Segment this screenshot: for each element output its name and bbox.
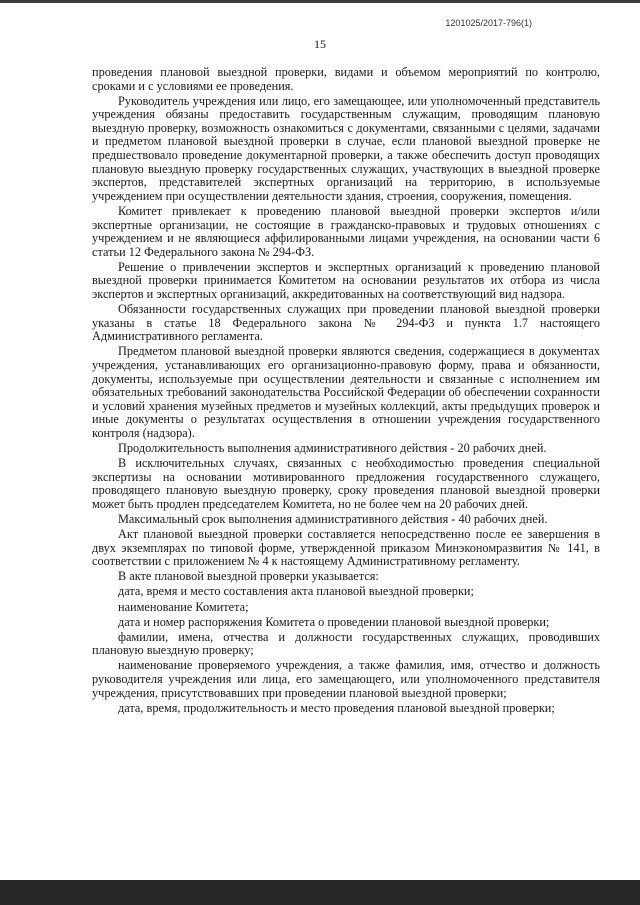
- document-id: 1201025/2017-796(1): [445, 18, 532, 28]
- list-item: наименование проверяемого учреждения, а также фамилия, имя, отчество и должность руководителя учреждения или лица, его замещающего, или уполномоченного представителя учреждения, присутствовавших при проведении плановой выездной проверки;: [92, 658, 600, 700]
- list-item: дата и номер распоряжения Комитета о проведении плановой выездной проверки;: [118, 614, 550, 629]
- paragraph: Обязанности государственных служащих при проведении плановой выездной проверки указаны в статье 18 Федерального закона № 294-ФЗ и пункта 1.7 настоящего Административного регламента.: [92, 302, 600, 344]
- paragraph: В исключительных случаях, связанных с необходимостью проведения специальной экспертизы на основании мотивированного предложения государственного служащего, проводящего плановую выездную проверку, сроку проведения плановой выездной проверки может быть продлен председателем Комитета, но не более чем на 20 рабочих дней.: [92, 456, 600, 511]
- paragraph: проведения плановой выездной проверки, видами и объемом мероприятий по контролю, сроками и с условиями ее проведения.: [92, 65, 600, 93]
- paragraph: Предметом плановой выездной проверки являются сведения, содержащиеся в документах учреждения, устанавливающих его организационно-правовую форму, права и обязанности, документы, используемые при осуществлении деятельности и связанные с исполнением им обязательных требований законодательства Российской Федерации об обеспечении сохранности и условий хранения музейных предметов и музейных коллекций, акты предыдущих проверок и иные документы о результатах осуществления в отношении учреждения государственного контроля (надзора).: [92, 344, 600, 440]
- paragraph: Решение о привлечении экспертов и экспертных организаций к проведению плановой выездной проверки принимается Комитетом на основании результатов их отбора из числа экспертов и экспертных организаций, аккредитованных на соответствующий вид надзора.: [92, 259, 600, 301]
- list-item: дата, время и место составления акта плановой выездной проверки;: [118, 584, 474, 599]
- paragraph: Руководитель учреждения или лицо, его замещающее, или уполномоченный представитель учреждения обязаны предоставить государственным служащим, проводящим плановую выездную проверку, возможность ознакомиться с документами, связанными с целями, задачами и предметом плановой выездной проверки в случае, если плановой выездной проверке не предшествовало проведение документарной проверки, а также обеспечить доступ проводящих плановую выездную проверку государственных служащих, участвующих в выездной проверке экспертов, представителей экспертных организаций на территорию, в используемые учреждением при осуществлении деятельности здания, строения, сооружения, помещения.: [92, 93, 600, 203]
- paragraph: Акт плановой выездной проверки составляется непосредственно после ее завершения в двух экземплярах по типовой форме, утвержденной приказом Минэкономразвития № 141, в соответствии с приложением № 4 к настоящему Административному регламенту.: [92, 527, 600, 569]
- document-body: [92, 66, 600, 717]
- scan-top-edge: [0, 0, 640, 3]
- paragraph: Максимальный срок выполнения административного действия - 40 рабочих дней.: [118, 512, 548, 526]
- list-item: фамилии, имена, отчества и должности государственных служащих, проводивших плановую выездную проверку;: [92, 629, 600, 658]
- list-item: наименование Комитета;: [118, 599, 249, 614]
- paragraph: Комитет привлекает к проведению плановой выездной проверки экспертов и/или экспертные организации, не состоящие в гражданско-правовых и трудовых отношениях с учреждением и не являющиеся аффилированными лицами учреждения, на основании части 6 статьи 12 Федерального закона № 294-ФЗ.: [92, 203, 600, 259]
- scan-bottom-edge: [0, 880, 640, 905]
- list-item: дата, время, продолжительность и место проведения плановой выездной проверки;: [118, 700, 555, 715]
- page-number: 15: [314, 37, 326, 51]
- list-intro: В акте плановой выездной проверки указывается:: [118, 569, 379, 584]
- paragraph: Продолжительность выполнения административного действия - 20 рабочих дней.: [118, 441, 547, 456]
